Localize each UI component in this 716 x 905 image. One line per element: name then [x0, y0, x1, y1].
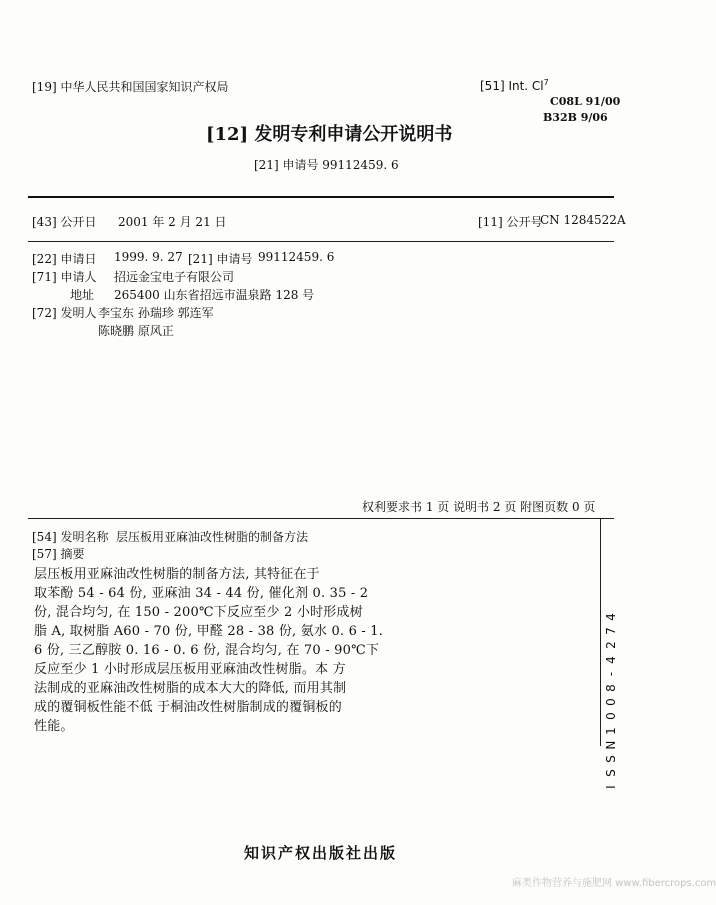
watermark-text: 麻类作物营养与施肥网 www.fibercrops.com: [512, 878, 716, 889]
patent-office: [19] 中华人民共和国国家知识产权局: [32, 80, 229, 94]
invention-title-label: [54] 发明名称: [32, 530, 109, 544]
abstract-line: 层压板用亚麻油改性树脂的制备方法, 其特征在于: [34, 567, 320, 582]
right-margin-line: [600, 518, 601, 746]
address-value: 265400 山东省招远市温泉路 128 号: [114, 288, 315, 302]
issn-char: 1: [603, 726, 618, 735]
page-count: 权利要求书 1 页 说明书 2 页 附图页数 0 页: [362, 500, 596, 514]
issn-char: N: [603, 740, 618, 750]
publication-date-label: [43] 公开日: [32, 215, 97, 229]
address-label: 地址: [70, 288, 95, 302]
abstract-line: 取苯酚 54 - 64 份, 亚麻油 34 - 44 份, 催化剂 0. 35 - 2: [34, 586, 369, 601]
invention-title-value: 层压板用亚麻油改性树脂的制备方法: [116, 530, 309, 544]
abstract-line: 性能。: [34, 719, 74, 734]
abstract-rule: [28, 518, 614, 519]
issn-char: 7: [603, 627, 618, 636]
int-cl-label: [480, 78, 549, 93]
pub-rule: [28, 241, 614, 242]
ipc-code-2: B32B 9/06: [543, 111, 608, 124]
publication-number-value: CN 1284522A: [540, 213, 626, 227]
publication-date-value: 2001 年 2 月 21 日: [118, 215, 227, 229]
applicant-label: [71] 申请人: [32, 270, 97, 284]
abstract-line: 法制成的亚麻油改性树脂的成本大大的降低, 而用其制: [34, 681, 347, 696]
issn-char: 8: [603, 684, 618, 692]
inventor-label: [72] 发明人: [32, 306, 97, 320]
ipc-code-1: C08L 91/00: [550, 95, 621, 108]
abstract-line: 成的覆铜板性能不低 于桐油改性树脂制成的覆铜板的: [34, 700, 342, 715]
application-number: [21] 申请号 99112459. 6: [254, 158, 399, 172]
issn-char: S: [603, 769, 618, 778]
applicant-value: 招远金宝电子有限公司: [114, 270, 235, 284]
issn-char: S: [603, 755, 618, 763]
issn-char: 4: [603, 655, 618, 664]
document-type-title: [12] 发明专利申请公开说明书: [206, 124, 453, 145]
biblio-app-no-label: [21] 申请号: [188, 252, 253, 266]
issn-char: 4: [603, 613, 618, 621]
issn-char: -: [603, 671, 618, 677]
abstract-label: [57] 摘要: [32, 547, 85, 561]
inventors-line-2: 陈晓鹏 原风正: [98, 324, 174, 338]
filing-date-label: [22] 申请日: [32, 252, 97, 266]
issn-char: 0: [603, 712, 618, 721]
inventors-line-1: 李宝东 孙瑞珍 郭连军: [98, 306, 214, 320]
abstract-line: 份, 混合均匀, 在 150 - 200℃下反应至少 2 小时形成树: [34, 605, 363, 620]
biblio-app-no-value: 99112459. 6: [258, 250, 335, 264]
issn-char: 0: [603, 698, 618, 707]
abstract-line: 6 份, 三乙醇胺 0. 16 - 0. 6 份, 混合均匀, 在 70 - 90℃下: [34, 643, 380, 658]
abstract-line: 反应至少 1 小时形成层压板用亚麻油改性树脂。本 方: [34, 662, 346, 677]
int-cl-sup: 7: [543, 78, 549, 87]
issn-char: I: [603, 785, 618, 790]
abstract-line: 脂 A, 取树脂 A60 - 70 份, 甲醛 28 - 38 份, 氨水 0. 6 - 1.: [34, 624, 384, 639]
int-cl-text: [51] Int. Cl: [480, 79, 544, 93]
filing-date-value: 1999. 9. 27: [114, 250, 183, 264]
publisher-name: 知识产权出版社出版: [244, 844, 398, 862]
header-rule: [28, 196, 614, 198]
publication-number-label: [11] 公开号: [478, 215, 543, 229]
issn-char: 2: [603, 641, 618, 650]
issn-vertical: [604, 610, 618, 795]
